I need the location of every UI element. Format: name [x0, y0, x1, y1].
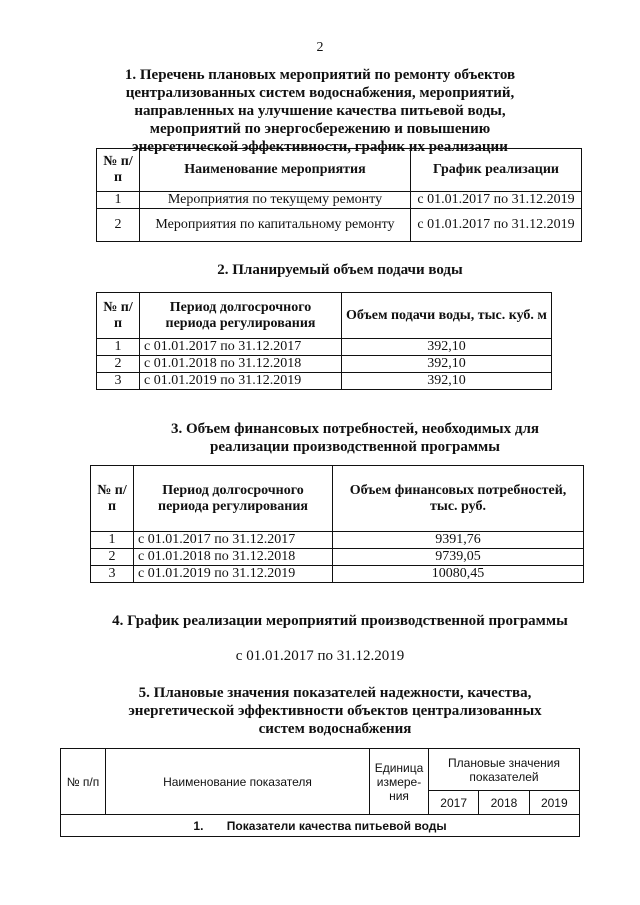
- s5-subsection-number: 1.: [193, 818, 204, 833]
- s5-header-year-2018: 2018: [479, 791, 529, 815]
- section3-table: [90, 465, 584, 583]
- section2-title: 2. Планируемый объем подачи воды: [217, 262, 463, 278]
- s2-cell-period: с 01.01.2019 по 31.12.2019: [140, 373, 342, 390]
- table-row: [97, 192, 582, 209]
- section5-title: 5. Плановые значения показателей надежности, качества, энергетической эффективности объектов централизованных систем водоснабжения: [128, 685, 542, 737]
- s3-cell-finance: 10080,45: [333, 566, 584, 583]
- s2-cell-volume: 392,10: [342, 373, 552, 390]
- s3-header-finance: Объем финансовых потребностей, тыс. руб.: [333, 466, 584, 532]
- s1-cell-number: 1: [97, 192, 140, 209]
- s5-subsection-title: Показатели качества питьевой воды: [226, 818, 447, 833]
- s1-cell-schedule: с 01.01.2017 по 31.12.2019: [411, 209, 582, 242]
- s2-cell-number: 1: [97, 339, 140, 356]
- s2-cell-period: с 01.01.2018 по 31.12.2018: [140, 356, 342, 373]
- s3-cell-number: 1: [91, 532, 134, 549]
- s2-cell-volume: 392,10: [342, 339, 552, 356]
- s5-header-indicator: Наименование показателя: [106, 749, 370, 815]
- section1-title: 1. Перечень плановых мероприятий по ремонту объектов централизованных систем водоснабжения, мероприятий, направленных на улучшение качества питьевой воды, мероприятий по энергосбережению и повышению энергетической эффективности, график их реализации: [124, 67, 516, 155]
- section2-table: [96, 292, 552, 390]
- s3-cell-number: 2: [91, 549, 134, 566]
- table-row: [97, 373, 552, 390]
- s1-header-number: № п/п: [97, 149, 140, 192]
- table-row: [97, 339, 552, 356]
- s5-header-unit: Единица измере- ния: [370, 749, 429, 815]
- section5-table: [60, 748, 580, 837]
- s3-header-period: Период долгосрочного периода регулирования: [134, 466, 333, 532]
- s5-subsection-row: [61, 815, 580, 837]
- s3-cell-period: с 01.01.2017 по 31.12.2017: [134, 532, 333, 549]
- section1-table: [96, 148, 582, 242]
- s3-cell-period: с 01.01.2019 по 31.12.2019: [134, 566, 333, 583]
- s2-header-period: Период долгосрочного периода регулирования: [140, 293, 342, 339]
- s5-header-planned: Плановые значения показателей: [429, 749, 580, 791]
- table-row: [97, 356, 552, 373]
- s2-cell-volume: 392,10: [342, 356, 552, 373]
- s2-cell-number: 3: [97, 373, 140, 390]
- s1-cell-name: Мероприятия по текущему ремонту: [140, 192, 411, 209]
- section4-title: 4. График реализации мероприятий производственной программы: [112, 613, 568, 629]
- s5-header-number: № п/п: [61, 749, 106, 815]
- s3-cell-finance: 9391,76: [333, 532, 584, 549]
- section3-title: 3. Объем финансовых потребностей, необходимых для реализации производственной программы: [170, 421, 540, 455]
- page-number: 2: [316, 40, 324, 55]
- s1-cell-number: 2: [97, 209, 140, 242]
- table-row: [91, 532, 584, 549]
- s5-header-year-2019: 2019: [529, 791, 579, 815]
- s2-header-volume: Объем подачи воды, тыс. куб. м: [342, 293, 552, 339]
- table-row: [61, 815, 580, 837]
- s3-cell-finance: 9739,05: [333, 549, 584, 566]
- table-row: [91, 566, 584, 583]
- s3-cell-period: с 01.01.2018 по 31.12.2018: [134, 549, 333, 566]
- s2-header-number: № п/п: [97, 293, 140, 339]
- s1-header-name: Наименование мероприятия: [140, 149, 411, 192]
- s5-header-year-2017: 2017: [429, 791, 479, 815]
- s1-header-schedule: График реализации: [411, 149, 582, 192]
- table-row: [91, 549, 584, 566]
- s1-cell-name: Мероприятия по капитальному ремонту: [140, 209, 411, 242]
- s3-cell-number: 3: [91, 566, 134, 583]
- s3-header-number: № п/п: [91, 466, 134, 532]
- s1-cell-schedule: с 01.01.2017 по 31.12.2019: [411, 192, 582, 209]
- s2-cell-period: с 01.01.2017 по 31.12.2017: [140, 339, 342, 356]
- section4-period: с 01.01.2017 по 31.12.2019: [235, 648, 405, 664]
- table-row: [97, 209, 582, 242]
- s2-cell-number: 2: [97, 356, 140, 373]
